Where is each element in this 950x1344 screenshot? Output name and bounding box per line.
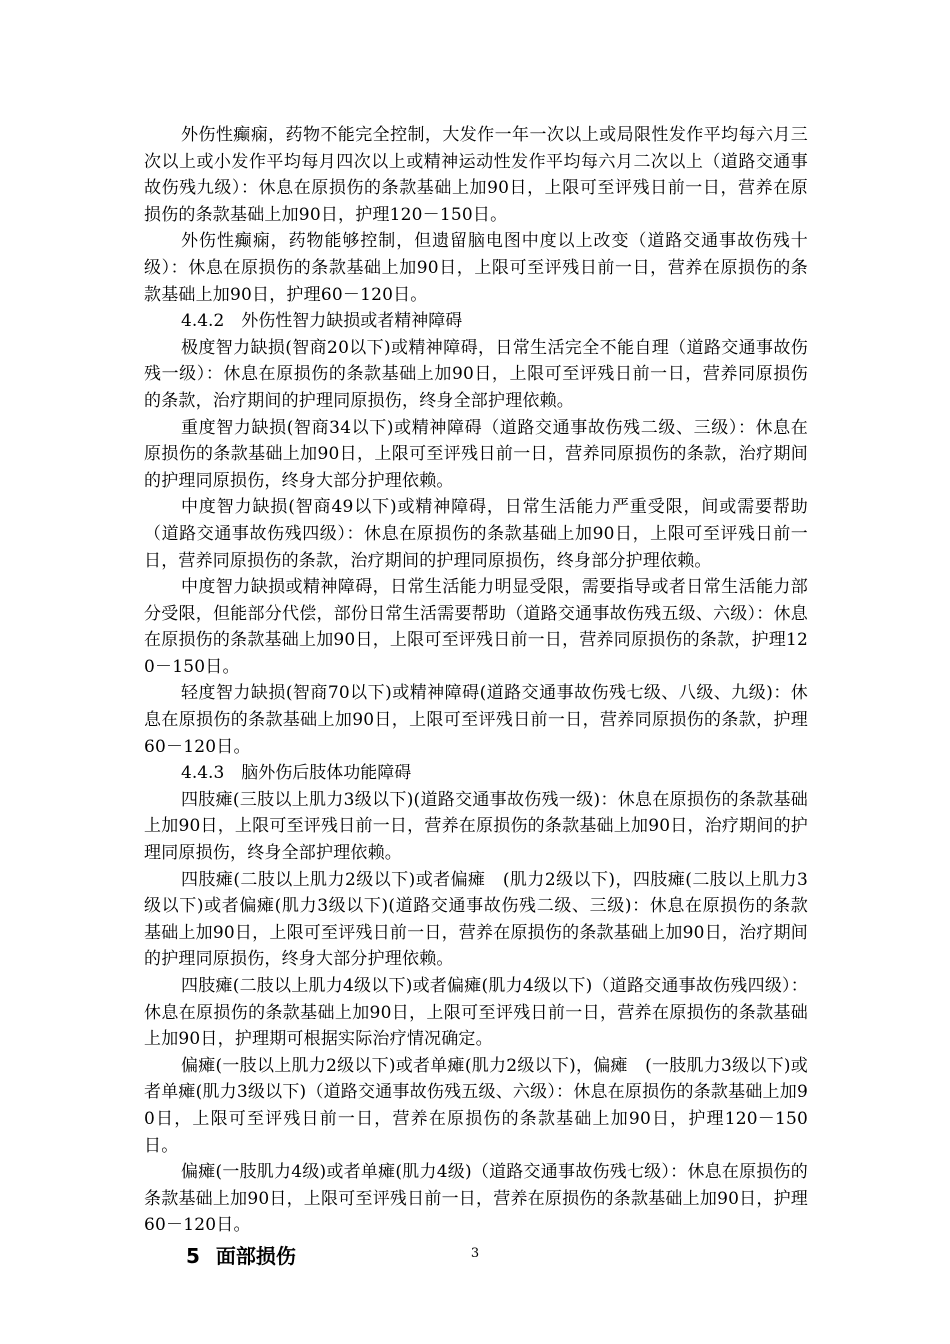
section-title: 面部损伤 <box>215 1243 296 1268</box>
document-body <box>144 122 808 1271</box>
paragraph-epilepsy-uncontrolled: 外伤性癫痫，药物不能完全控制，大发作一年一次以上或局限性发作平均每六月三次以上或小发作平均每月四次以上或精神运动性发作平均每六月二次以上（道路交通事故伤残九级）：休息在原损伤的条款基础上加90日，上限可至评残日前一日，营养在原损伤的条款基础上加90日，护理120－150日。 <box>144 125 808 225</box>
subsection-heading-4-4-2: 4.4.2 外伤性智力缺损或者精神障碍 <box>181 311 463 332</box>
paragraph-quadriplegia-level-1: 四肢瘫(三肢以上肌力3级以下)(道路交通事故伤残一级)：休息在原损伤的条款基础上加90日，上限可至评残日前一日，营养在原损伤的条款基础上加90日，治疗期间的护理同原损伤，终身全部护理依赖。 <box>144 789 808 864</box>
paragraph-quadriplegia-level-4: 四肢瘫(二肢以上肌力4级以下)或者偏瘫(肌力4级以下)（道路交通事故伤残四级）：休息在原损伤的条款基础上加90日，上限可至评残日前一日，营养在原损伤的条款基础上加90日，护理期可根据实际治疗情况确定。 <box>144 976 808 1050</box>
paragraph-quadriplegia-level-2-3: 四肢瘫(二肢以上肌力2级以下)或者偏瘫 (肌力2级以下)，四肢瘫(二肢以上肌力3级以下)或者偏瘫(肌力3级以下)(道路交通事故伤残二级、三级)：休息在原损伤的条款基础上加90日，上限可至评残日前一日，营养在原损伤的条款基础上加90日，治疗期间的护理同原损伤，终身大部分护理依赖。 <box>144 869 808 970</box>
section-number: 5 <box>186 1243 200 1268</box>
paragraph-mild-intellectual-deficit: 轻度智力缺损(智商70以下)或精神障碍(道路交通事故伤残七级、八级、九级)：休息在原损伤的条款基础上加90日，上限可至评残日前一日，营养同原损伤的条款，护理60－120日。 <box>144 683 808 757</box>
paragraph-extreme-intellectual-deficit: 极度智力缺损(智商20以下)或精神障碍，日常生活完全不能自理（道路交通事故伤残一级）：休息在原损伤的条款基础上加90日，上限可至评残日前一日，营养同原损伤的条款，治疗期间的护理同原损伤，终身全部护理依赖。 <box>144 337 808 411</box>
paragraph-hemiplegia-level-5-6: 偏瘫(一肢以上肌力2级以下)或者单瘫(肌力2级以下)，偏瘫 (一肢肌力3级以下)或者单瘫(肌力3级以下)（道路交通事故伤残五级、六级）：休息在原损伤的条款基础上加90日，上限可至评残日前一日，营养在原损伤的条款基础上加90日，护理120－150日。 <box>144 1055 808 1156</box>
paragraph-epilepsy-controlled: 外伤性癫痫，药物能够控制，但遗留脑电图中度以上改变（道路交通事故伤残十级）：休息在原损伤的条款基础上加90日，上限可至评残日前一日，营养在原损伤的条款基础上加90日，护理60－120日。 <box>144 231 808 305</box>
paragraph-severe-intellectual-deficit: 重度智力缺损(智商34以下)或精神障碍（道路交通事故伤残二级、三级）：休息在原损伤的条款基础上加90日，上限可至评残日前一日，营养同原损伤的条款，治疗期间的护理同原损伤，终身大部分护理依赖。 <box>144 417 808 491</box>
page-number: 3 <box>470 1246 480 1261</box>
subsection-heading-4-4-3: 4.4.3 脑外伤后肢体功能障碍 <box>181 763 412 784</box>
paragraph-moderate-intellectual-deficit-49: 中度智力缺损(智商49以下)或精神障碍，日常生活能力严重受限，间或需要帮助（道路交通事故伤残四级）：休息在原损伤的条款基础上加90日，上限可至评残日前一日，营养同原损伤的条款，治疗期间的护理同原损伤，终身部分护理依赖。 <box>144 497 808 571</box>
paragraph-moderate-intellectual-deficit: 中度智力缺损或精神障碍，日常生活能力明显受限，需要指导或者日常生活能力部分受限，但能部分代偿，部份日常生活需要帮助（道路交通事故伤残五级、六级）：休息在原损伤的条款基础上加90日，上限可至评残日前一日，营养同原损伤的条款，护理120－150日。 <box>144 577 808 677</box>
paragraph-hemiplegia-level-7: 偏瘫(一肢肌力4级)或者单瘫(肌力4级)（道路交通事故伤残七级）：休息在原损伤的条款基础上加90日，上限可至评残日前一日，营养在原损伤的条款基础上加90日，护理60－120日。 <box>144 1162 808 1236</box>
